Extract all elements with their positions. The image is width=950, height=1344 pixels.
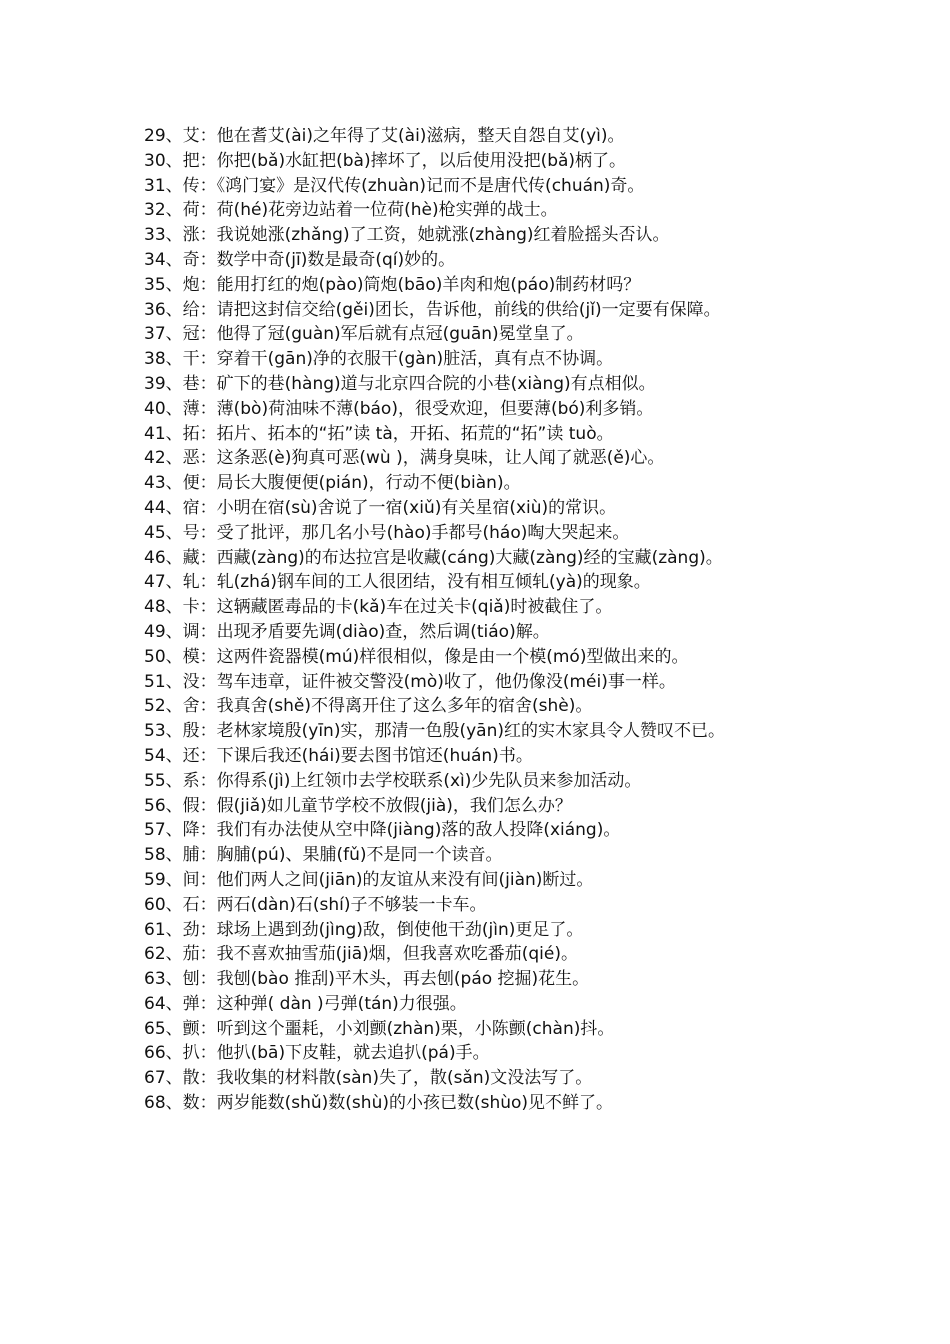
polyphone-list	[144, 124, 810, 1116]
list-item: 52、舍：我真舍(shě)不得离开住了这么多年的宿舍(shè)。	[144, 696, 593, 717]
list-item: 31、传：《鸿门宴》是汉代传(zhuàn)记而不是唐代传(chuán)奇。	[144, 175, 645, 196]
list-item: 37、冠：他得了冠(guàn)军后就有点冠(guān)冕堂皇了。	[144, 324, 584, 345]
list-item: 47、轧：轧(zhá)钢车间的工人很团结，没有相互倾轧(yà)的现象。	[144, 572, 651, 593]
list-item: 50、模：这两件瓷器模(mú)样很相似，像是由一个模(mó)型做出来的。	[144, 646, 689, 667]
list-item: 36、给：请把这封信交给(gěi)团长，告诉他，前线的供给(jǐ)一定要有保障。	[144, 299, 721, 320]
list-item: 57、降：我们有办法使从空中降(jiàng)落的敌人投降(xiáng)。	[144, 820, 621, 841]
list-item: 51、没：驾车违章，证件被交警没(mò)收了，他仍像没(méi)事一样。	[144, 671, 676, 692]
list-item: 53、殷：老林家境殷(yīn)实，那清一色殷(yān)红的实木家具令人赞叹不已。	[144, 721, 725, 742]
list-item: 38、干：穿着干(gān)净的衣服干(gàn)脏活，真有点不协调。	[144, 349, 614, 370]
list-item: 56、假：假(jiǎ)如儿童节学校不放假(jià)，我们怎么办？	[144, 795, 572, 816]
list-item: 65、颤：听到这个噩耗，小刘颤(zhàn)栗，小陈颤(chàn)抖。	[144, 1018, 615, 1039]
list-item: 42、恶：这条恶(è)狗真可恶(wù )，满身臭味，让人闻了就恶(ě)心。	[144, 448, 665, 469]
list-item: 66、扒：他扒(bā)下皮鞋，就去追扒(pá)手。	[144, 1043, 490, 1064]
list-item: 29、艾：他在耆艾(ài)之年得了艾(ài)滋病，整天自怨自艾(yì)。	[144, 126, 625, 146]
list-item: 34、奇：数学中奇(jī)数是最奇(qí)妙的。	[144, 249, 456, 270]
list-item: 59、间：他们两人之间(jiān)的友谊从来没有间(jiàn)断过。	[144, 869, 594, 890]
list-item: 41、拓：拓片、拓本的“拓”读 tà，开拓、拓荒的“拓”读 tuò。	[144, 423, 614, 444]
list-item: 46、藏：西藏(zàng)的布达拉宫是收藏(cáng)大藏(zàng)经的宝藏(zàng)。	[144, 547, 723, 568]
list-item: 60、石：两石(dàn)石(shí)子不够装一卡车。	[144, 894, 487, 915]
list-item: 40、薄：薄(bò)荷油味不薄(báo)，很受欢迎，但要薄(bó)利多销。	[144, 398, 654, 419]
list-item: 68、数：两岁能数(shǔ)数(shù)的小孩已数(shùo)见不鲜了。	[144, 1093, 614, 1114]
list-item: 67、散：我收集的材料散(sàn)失了，散(sǎn)文没法写了。	[144, 1068, 593, 1089]
list-item: 45、号：受了批评，那几名小号(hào)手都号(háo)啕大哭起来。	[144, 522, 630, 543]
list-item: 48、卡：这辆藏匿毒品的卡(kǎ)车在过关卡(qiǎ)时被截住了。	[144, 597, 613, 618]
list-item: 39、巷：矿下的巷(hàng)道与北京四合院的小巷(xiàng)有点相似。	[144, 373, 656, 394]
list-item: 58、脯：胸脯(pú)、果脯(fǔ)不是同一个读音。	[144, 845, 503, 866]
list-item: 32、荷：荷(hé)花旁边站着一位荷(hè)枪实弹的战士。	[144, 200, 558, 221]
list-item: 44、宿：小明在宿(sù)舍说了一宿(xiǔ)有关星宿(xiù)的常识。	[144, 497, 617, 518]
list-item: 61、劲：球场上遇到劲(jìng)敌，倒使他干劲(jìn)更足了。	[144, 919, 584, 940]
list-item: 49、调：出现矛盾要先调(diào)查，然后调(tiáo)解。	[144, 621, 550, 642]
list-item: 35、炮：能用打红的炮(pào)筒炮(bāo)羊肉和炮(páo)制药材吗？	[144, 274, 641, 295]
list-item: 64、弹：这种弹( dàn )弓弹(tán)力很强。	[144, 993, 467, 1014]
list-item: 63、刨：我刨(bào 推刮)平木头，再去刨(páo 挖掘)花生。	[144, 969, 590, 990]
list-item: 54、还：下课后我还(hái)要去图书馆还(huán)书。	[144, 745, 533, 766]
list-item: 33、涨：我说她涨(zhǎng)了工资，她就涨(zhàng)红着脸摇头否认。	[144, 225, 670, 246]
list-item: 62、茄：我不喜欢抽雪茄(jiā)烟，但我喜欢吃番茄(qié)。	[144, 944, 578, 965]
list-item: 43、便：局长大腹便便(pián)，行动不便(biàn)。	[144, 473, 521, 494]
list-item: 55、系：你得系(jì)上红领巾去学校联系(xì)少先队员来参加活动。	[144, 770, 642, 791]
list-item: 30、把：你把(bǎ)水缸把(bà)摔坏了，以后使用没把(bǎ)柄了。	[144, 150, 627, 171]
